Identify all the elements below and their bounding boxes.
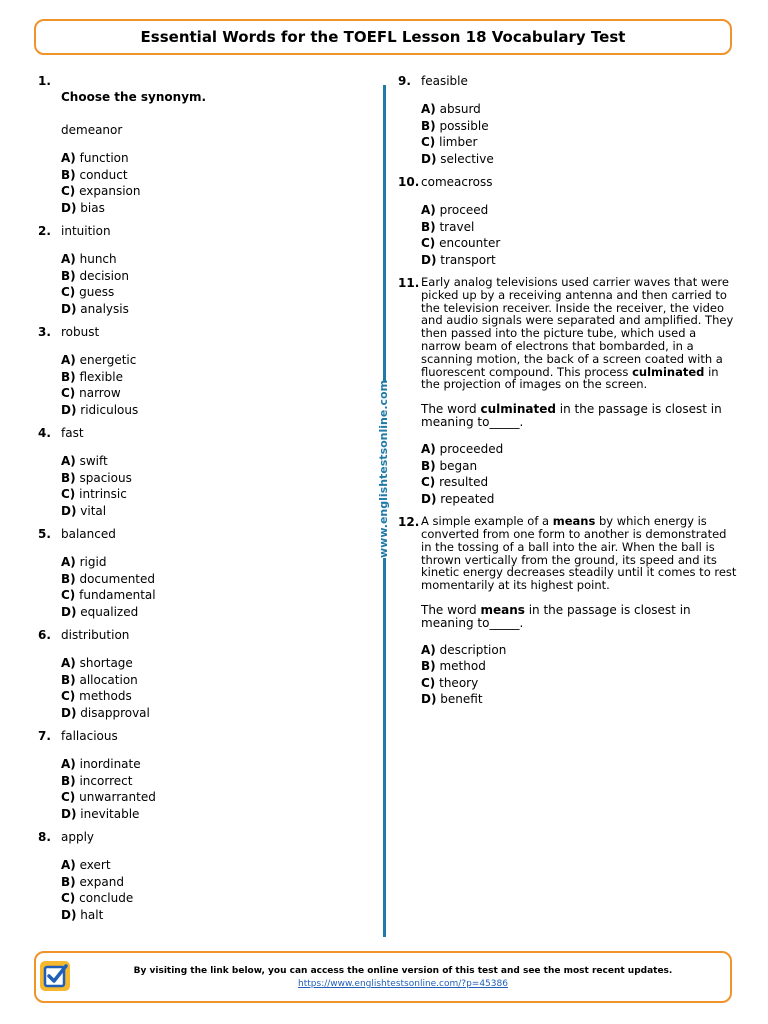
- option-letter: D): [421, 151, 437, 166]
- option-text: selective: [440, 151, 494, 166]
- question-prompt: [421, 403, 738, 429]
- answer-option[interactable]: [421, 202, 738, 219]
- option-letter: B): [61, 571, 76, 586]
- footer-box: [34, 951, 732, 1003]
- option-letter: D): [421, 692, 437, 707]
- answer-option[interactable]: [61, 773, 358, 790]
- answer-option[interactable]: [61, 587, 358, 604]
- prompt-text: in the passage is closest in meaning to_____.: [421, 402, 722, 430]
- option-text: proceeded: [439, 442, 504, 457]
- option-text: decision: [79, 268, 129, 283]
- option-text: limber: [439, 135, 478, 149]
- option-letter: A): [61, 656, 76, 670]
- question: [38, 527, 358, 620]
- footer-text: By visiting the link below, you can access the online version of this test and see the most recent updates.: [133, 966, 673, 976]
- answer-option[interactable]: [421, 118, 738, 135]
- question-word: distribution: [61, 628, 130, 642]
- question: [38, 74, 358, 216]
- passage-text: A simple example of a: [421, 514, 553, 529]
- option-text: encounter: [439, 236, 501, 250]
- prompt-keyword: culminated: [480, 402, 556, 417]
- option-text: benefit: [440, 692, 483, 707]
- question-instruction: Choose the synonym.: [61, 90, 207, 104]
- answer-option[interactable]: [61, 200, 358, 217]
- option-letter: B): [421, 458, 436, 473]
- question-number: 10.: [398, 175, 420, 189]
- option-text: methods: [79, 689, 132, 703]
- option-letter: C): [421, 675, 436, 690]
- option-letter: A): [61, 454, 76, 468]
- answer-option[interactable]: [421, 658, 738, 675]
- answer-option[interactable]: [421, 691, 738, 708]
- answer-option[interactable]: [421, 491, 738, 508]
- option-list: [61, 352, 358, 418]
- answer-option[interactable]: [421, 235, 738, 252]
- option-list: [421, 642, 738, 708]
- page-title-box: [34, 19, 732, 55]
- answer-option[interactable]: [421, 134, 738, 151]
- question-number: 12.: [398, 515, 420, 530]
- site-label-text: www.englishtestsonline.com: [377, 379, 390, 558]
- option-text: halt: [80, 907, 104, 922]
- answer-option[interactable]: [61, 251, 358, 268]
- answer-option[interactable]: [61, 789, 358, 806]
- answer-option[interactable]: [421, 441, 738, 458]
- answer-option[interactable]: [421, 219, 738, 236]
- option-letter: D): [61, 503, 77, 518]
- option-letter: C): [61, 386, 76, 400]
- option-letter: D): [61, 705, 77, 720]
- answer-option[interactable]: [61, 571, 358, 588]
- answer-option[interactable]: [61, 874, 358, 891]
- passage-keyword: culminated: [632, 364, 705, 379]
- answer-option[interactable]: [61, 150, 358, 167]
- left-column: [38, 74, 358, 923]
- answer-option[interactable]: [61, 857, 358, 874]
- option-text: vital: [80, 503, 107, 518]
- prompt-keyword: means: [480, 602, 525, 617]
- answer-option[interactable]: [61, 705, 358, 722]
- passage-keyword: means: [552, 514, 596, 529]
- option-text: expand: [79, 874, 124, 889]
- option-list: [61, 150, 358, 216]
- answer-option[interactable]: [421, 675, 738, 692]
- option-list: [61, 453, 358, 519]
- option-text: unwarranted: [79, 790, 156, 804]
- question-number: 8.: [38, 830, 51, 844]
- question: [38, 830, 358, 923]
- answer-option[interactable]: [421, 252, 738, 269]
- question: [38, 628, 358, 721]
- option-letter: C): [61, 487, 76, 501]
- answer-option[interactable]: [61, 402, 358, 419]
- question-word: fallacious: [61, 729, 118, 743]
- question-number: 7.: [38, 729, 51, 743]
- question: [38, 325, 358, 418]
- option-text: exert: [79, 858, 111, 872]
- option-text: method: [439, 659, 486, 674]
- option-text: conduct: [79, 167, 128, 182]
- answer-option[interactable]: [421, 458, 738, 475]
- option-letter: B): [61, 672, 76, 687]
- option-text: guess: [79, 285, 115, 299]
- answer-option[interactable]: [421, 151, 738, 168]
- answer-option[interactable]: [61, 688, 358, 705]
- option-letter: C): [61, 588, 76, 602]
- question-word: comeacross: [421, 175, 493, 189]
- answer-option[interactable]: [61, 183, 358, 200]
- answer-option[interactable]: [61, 470, 358, 487]
- question-blank-line: [61, 74, 358, 88]
- question: [398, 276, 738, 507]
- answer-option[interactable]: [61, 268, 358, 285]
- option-letter: B): [61, 167, 76, 182]
- option-letter: C): [61, 184, 76, 198]
- option-list: [61, 655, 358, 721]
- option-list: [61, 756, 358, 822]
- question-number: 11.: [398, 276, 420, 290]
- option-text: energetic: [79, 353, 137, 367]
- option-letter: A): [61, 353, 76, 367]
- option-letter: C): [421, 475, 436, 490]
- option-text: conclude: [79, 891, 134, 905]
- answer-option[interactable]: [61, 167, 358, 184]
- option-letter: D): [61, 301, 77, 316]
- option-letter: B): [421, 219, 436, 234]
- prompt-text: in the passage is closest in meaning to_____.: [421, 602, 691, 630]
- option-letter: B): [61, 470, 76, 485]
- option-letter: B): [61, 874, 76, 889]
- question-number: 6.: [38, 628, 51, 642]
- question-number: 5.: [38, 527, 51, 541]
- answer-option[interactable]: [61, 806, 358, 823]
- question-prompt: [421, 604, 738, 630]
- option-text: possible: [439, 118, 489, 133]
- page-title: Essential Words for the TOEFL Lesson 18 Vocabulary Test: [140, 28, 626, 46]
- option-text: theory: [439, 675, 479, 690]
- option-letter: B): [421, 659, 436, 674]
- option-letter: D): [61, 200, 77, 215]
- option-list: [421, 202, 738, 268]
- question-number: 3.: [38, 325, 51, 339]
- option-text: absurd: [439, 102, 481, 116]
- answer-option[interactable]: [61, 486, 358, 503]
- option-text: intrinsic: [79, 487, 127, 501]
- option-text: fundamental: [79, 588, 156, 602]
- option-letter: A): [421, 642, 436, 657]
- option-letter: D): [421, 491, 437, 506]
- option-letter: C): [61, 891, 76, 905]
- option-letter: B): [61, 773, 76, 788]
- option-letter: C): [61, 285, 76, 299]
- question-word: robust: [61, 325, 100, 339]
- option-text: repeated: [440, 491, 495, 506]
- checkbox-icon: [40, 961, 70, 991]
- option-list: [61, 251, 358, 317]
- answer-option[interactable]: [61, 284, 358, 301]
- answer-option[interactable]: [61, 655, 358, 672]
- question-number: 2.: [38, 224, 51, 238]
- option-letter: B): [421, 118, 436, 133]
- question-word: balanced: [61, 527, 116, 541]
- option-list: [61, 554, 358, 620]
- option-text: swift: [79, 454, 108, 468]
- option-text: proceed: [439, 203, 489, 217]
- option-letter: D): [421, 252, 437, 267]
- reading-passage: [421, 515, 738, 592]
- option-letter: A): [61, 555, 76, 569]
- option-letter: C): [61, 790, 76, 804]
- question-word: demeanor: [61, 123, 123, 137]
- option-text: analysis: [80, 301, 129, 316]
- answer-option[interactable]: [61, 907, 358, 924]
- answer-option[interactable]: [61, 604, 358, 621]
- option-letter: C): [421, 236, 436, 250]
- option-text: travel: [439, 219, 475, 234]
- option-letter: A): [61, 858, 76, 872]
- option-text: narrow: [79, 386, 121, 400]
- question: [398, 515, 738, 708]
- passage-text: Early analog televisions used carrier waves that were picked up by a receiving antenna and then carried to the television receiver. Inside the receiver, the video and audio signals were separated and amplified. They then passed into the picture tube, which used a narrow beam of electrons that bombarded, in a scanning motion, the back of a screen coated with a fluorescent compound. This process: [421, 275, 734, 379]
- question-word: feasible: [421, 74, 468, 88]
- answer-option[interactable]: [61, 385, 358, 402]
- answer-option[interactable]: [61, 369, 358, 386]
- option-list: [61, 857, 358, 923]
- option-text: description: [439, 642, 507, 657]
- option-text: inordinate: [79, 757, 141, 771]
- option-letter: A): [61, 151, 76, 165]
- answer-option[interactable]: [61, 890, 358, 907]
- option-letter: A): [421, 203, 436, 217]
- option-text: hunch: [79, 252, 117, 266]
- reading-passage: [421, 276, 738, 391]
- question: [38, 729, 358, 822]
- prompt-text: The word: [421, 402, 481, 417]
- option-letter: D): [61, 806, 77, 821]
- option-text: equalized: [80, 604, 139, 619]
- option-text: transport: [440, 252, 496, 267]
- question: [38, 224, 358, 317]
- option-text: inevitable: [80, 806, 140, 821]
- answer-option[interactable]: [61, 453, 358, 470]
- passage-text: by which energy is converted from one form to another is demonstrated in the tossing of a ball into the air. When the ball is thrown vertically from the ground, its speed and its kinetic energy decreases steadily until it comes to rest momentarily at its highest point.: [421, 514, 737, 593]
- question-number: 4.: [38, 426, 51, 440]
- answer-option[interactable]: [61, 503, 358, 520]
- option-letter: B): [61, 268, 76, 283]
- question: [398, 175, 738, 268]
- question-word: apply: [61, 830, 95, 844]
- right-column: [398, 74, 738, 708]
- question-number: 1.: [38, 74, 51, 88]
- option-text: began: [439, 458, 478, 473]
- option-text: allocation: [79, 672, 138, 687]
- option-text: ridiculous: [80, 402, 139, 417]
- option-text: documented: [79, 571, 156, 586]
- question-word: intuition: [61, 224, 111, 238]
- answer-option[interactable]: [61, 352, 358, 369]
- answer-option[interactable]: [421, 474, 738, 491]
- option-text: spacious: [79, 470, 132, 485]
- option-letter: C): [421, 135, 436, 149]
- option-letter: B): [61, 369, 76, 384]
- option-letter: D): [61, 604, 77, 619]
- option-text: expansion: [79, 184, 141, 198]
- question: [38, 426, 358, 519]
- answer-option[interactable]: [421, 101, 738, 118]
- option-letter: A): [421, 102, 436, 116]
- option-text: incorrect: [79, 773, 133, 788]
- option-letter: A): [61, 252, 76, 266]
- option-text: shortage: [79, 656, 133, 670]
- prompt-text: The word: [421, 602, 481, 617]
- option-letter: A): [421, 442, 436, 457]
- option-text: flexible: [79, 369, 123, 384]
- option-letter: D): [61, 402, 77, 417]
- footer-link[interactable]: https://www.englishtestsonline.com/?p=45386: [298, 979, 508, 989]
- option-letter: D): [61, 907, 77, 922]
- option-text: resulted: [439, 475, 489, 490]
- option-list: [421, 101, 738, 167]
- option-letter: A): [61, 757, 76, 771]
- question: [398, 74, 738, 167]
- question-number: 9.: [398, 74, 411, 88]
- option-list: [421, 441, 738, 507]
- answer-option[interactable]: [421, 642, 738, 659]
- passage-text: in the projection of images on the screen.: [421, 364, 719, 392]
- answer-option[interactable]: [61, 554, 358, 571]
- option-text: bias: [80, 200, 105, 215]
- answer-option[interactable]: [61, 756, 358, 773]
- option-text: rigid: [79, 555, 107, 569]
- option-text: function: [79, 151, 129, 165]
- answer-option[interactable]: [61, 672, 358, 689]
- question-word: fast: [61, 426, 84, 440]
- option-text: disapproval: [80, 705, 150, 720]
- answer-option[interactable]: [61, 301, 358, 318]
- option-letter: C): [61, 689, 76, 703]
